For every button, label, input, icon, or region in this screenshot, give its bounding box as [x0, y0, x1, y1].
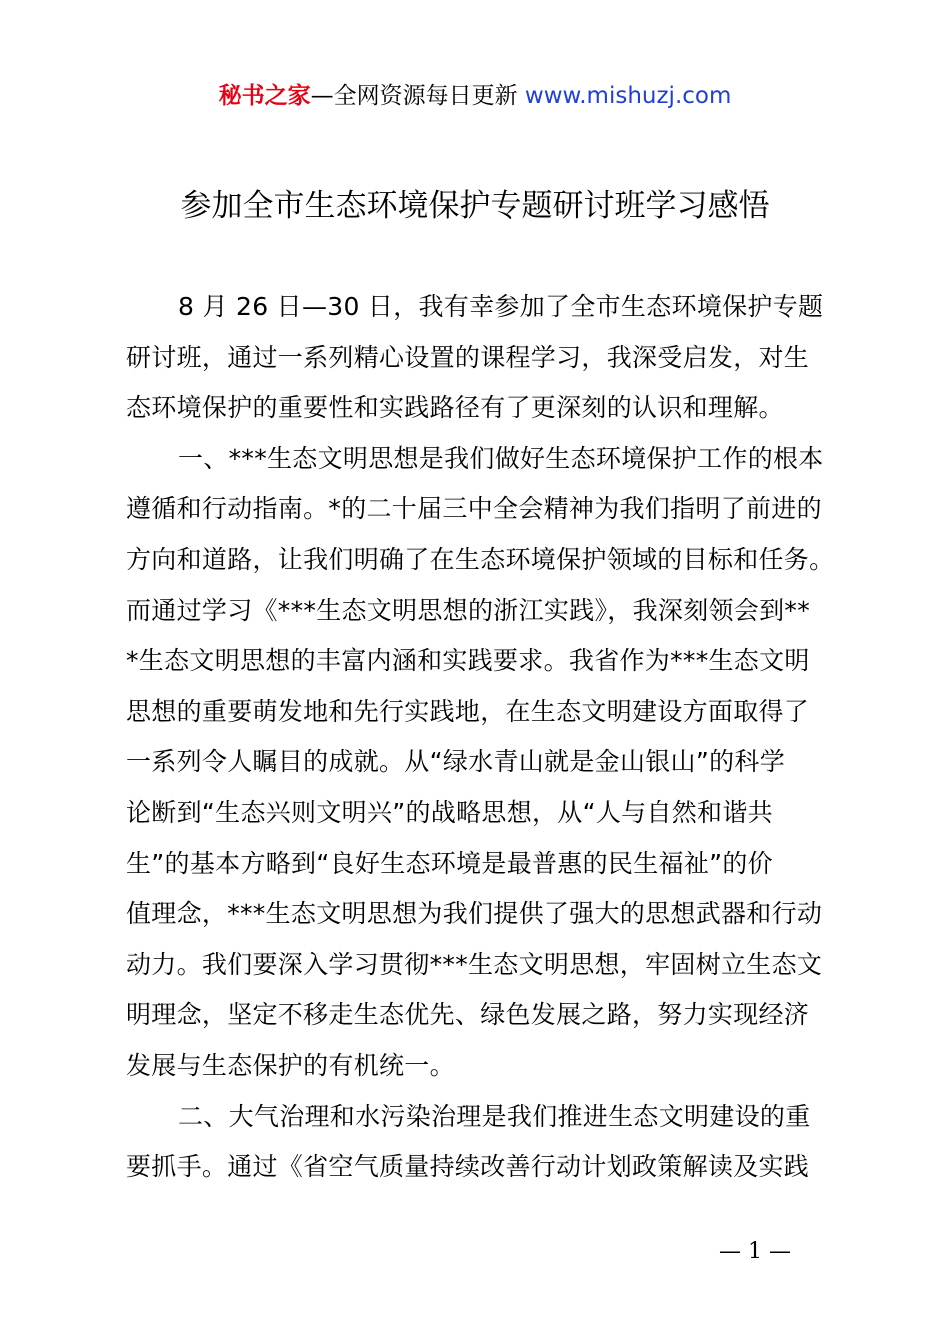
- header-tagline: —全网资源每日更新: [310, 83, 518, 109]
- body-line: 明理念，坚定不移走生态优先、绿色发展之路，努力实现经济: [126, 1000, 810, 1030]
- body-line: 方向和道路，让我们明确了在生态环境保护领域的目标和任务。: [126, 544, 835, 574]
- site-url[interactable]: www.mishuzj.com: [524, 83, 732, 109]
- body-line: 研讨班，通过一系列精心设置的课程学习，我深受启发，对生: [126, 342, 810, 372]
- body-line: 一、***生态文明思想是我们做好生态环境保护工作的根本: [178, 443, 824, 473]
- body-line: 8 月 26 日—30 日，我有幸参加了全市生态环境保护专题: [178, 292, 824, 321]
- body-line: 要抓手。通过《省空气质量持续改善行动计划政策解读及实践: [126, 1152, 810, 1182]
- body-line: *生态文明思想的丰富内涵和实践要求。我省作为***生态文明: [126, 646, 810, 676]
- body-line: 而通过学习《***生态文明思想的浙江实践》，我深刻领会到**: [126, 595, 811, 625]
- body-line: 一系列令人瞩目的成就。从“绿水青山就是金山银山”的科学: [126, 747, 786, 777]
- body-line: 遵循和行动指南。*的二十届三中全会精神为我们指明了前进的: [126, 494, 822, 524]
- body-line: 二、大气治理和水污染治理是我们推进生态文明建设的重: [178, 1101, 811, 1131]
- body-line: 动力。我们要深入学习贯彻***生态文明思想，牢固树立生态文: [126, 949, 823, 979]
- body-line: 生”的基本方略到“良好生态环境是最普惠的民生福祉”的价: [126, 848, 773, 878]
- page-number: — 1 —: [719, 1239, 791, 1264]
- body-line: 值理念，***生态文明思想为我们提供了强大的思想武器和行动: [126, 899, 823, 929]
- brand-name: 秘书之家: [218, 83, 311, 109]
- body-line: 论断到“生态兴则文明兴”的战略思想，从“人与自然和谐共: [126, 797, 773, 827]
- body-line: 发展与生态保护的有机统一。: [126, 1050, 455, 1080]
- site-header: [0, 80, 950, 112]
- body-line: 态环境保护的重要性和实践路径有了更深刻的认识和理解。: [126, 393, 784, 423]
- body-line: 思想的重要萌发地和先行实践地，在生态文明建设方面取得了: [126, 696, 810, 726]
- document-title: 参加全市生态环境保护专题研讨班学习感悟: [180, 188, 770, 224]
- document-body: [126, 282, 838, 1193]
